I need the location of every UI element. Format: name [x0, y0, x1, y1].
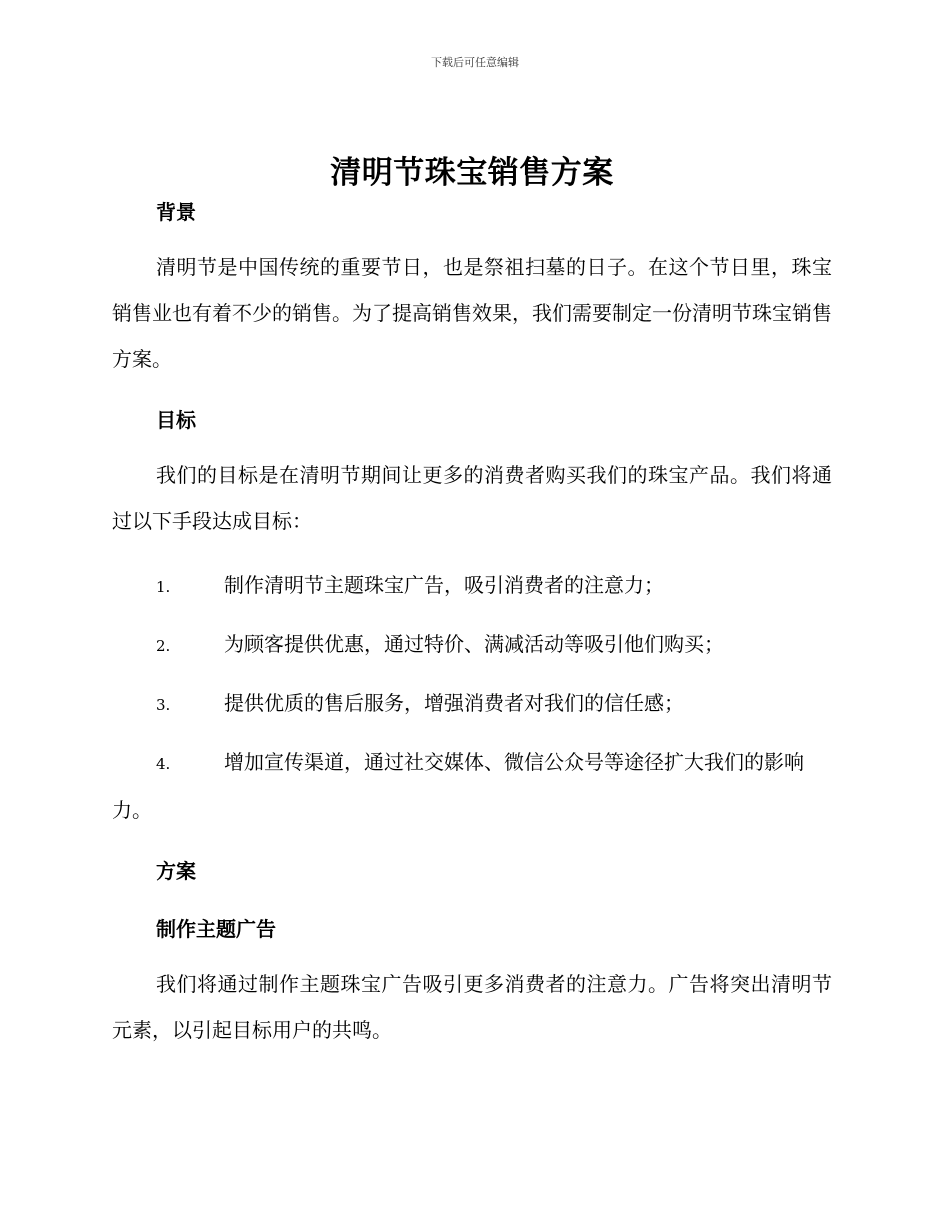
- list-item: [112, 739, 832, 833]
- heading-goal: 目标: [156, 408, 196, 432]
- list-item-text: 制作清明节主题珠宝广告，吸引消费者的注意力；: [224, 573, 664, 597]
- document-body: [112, 150, 832, 1053]
- heading-plan: 方案: [156, 859, 196, 883]
- goal-list: [112, 562, 832, 833]
- list-item-number: 1.: [156, 578, 171, 596]
- list-item-text: 增加宣传渠道，通过社交媒体、微信公众号等途径扩大我们的影响力。: [112, 750, 804, 822]
- paragraph-plan: 我们将通过制作主题珠宝广告吸引更多消费者的注意力。广告将突出清明节元素，以引起目标用户的共鸣。: [112, 972, 832, 1042]
- list-item-text: 提供优质的售后服务，增强消费者对我们的信任感；: [224, 691, 684, 715]
- list-item: [112, 680, 832, 728]
- list-item: [112, 621, 832, 669]
- paragraph-background: 清明节是中国传统的重要节日，也是祭祖扫墓的日子。在这个节日里，珠宝销售业也有着不少的销售。为了提高销售效果，我们需要制定一份清明节珠宝销售方案。: [112, 255, 832, 371]
- subheading-ad: 制作主题广告: [156, 917, 276, 941]
- paragraph-goal: 我们的目标是在清明节期间让更多的消费者购买我们的珠宝产品。我们将通过以下手段达成目标：: [112, 463, 832, 533]
- list-item: [112, 562, 832, 610]
- list-item-number: 3.: [156, 696, 171, 714]
- header-note: 下载后可任意编辑: [431, 56, 519, 69]
- document-title: 清明节珠宝销售方案: [330, 155, 614, 191]
- list-item-number: 4.: [156, 755, 171, 773]
- heading-background: 背景: [156, 200, 196, 224]
- list-item-text: 为顾客提供优惠，通过特价、满减活动等吸引他们购买；: [224, 632, 724, 656]
- list-item-number: 2.: [156, 637, 171, 655]
